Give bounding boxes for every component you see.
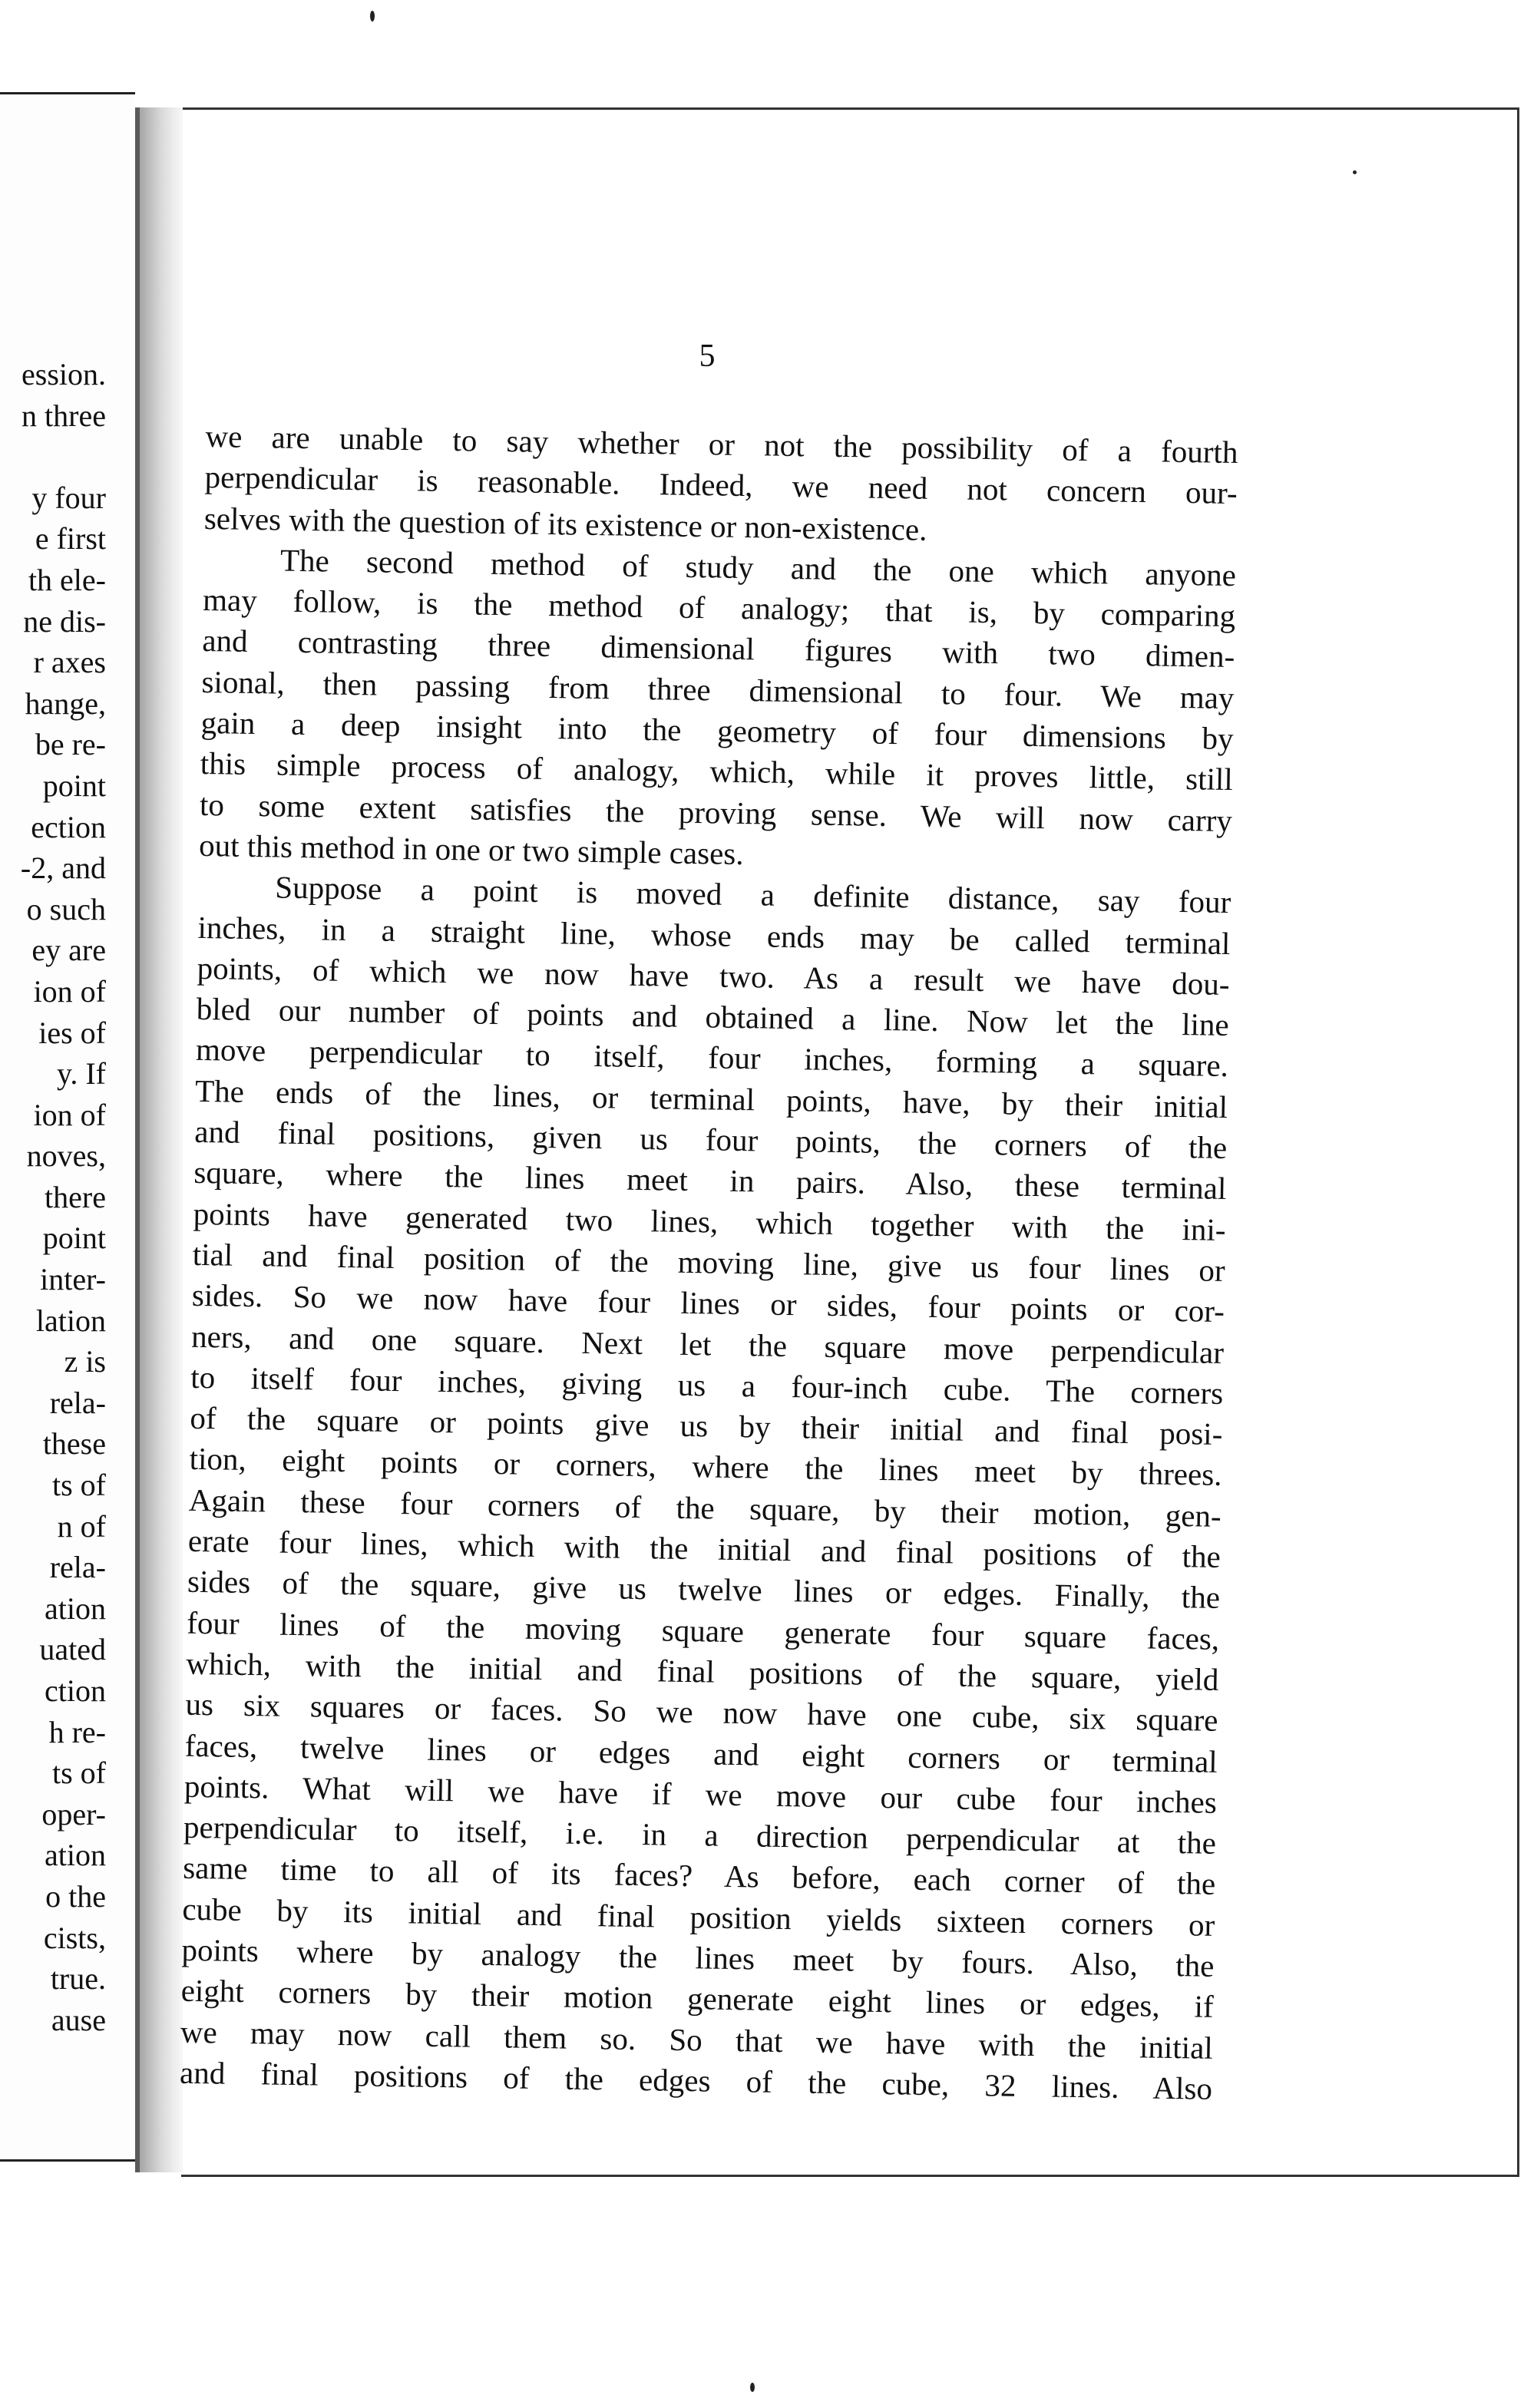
left-page-line: o such: [26, 891, 106, 927]
left-page-text: [21, 354, 106, 2040]
left-page-line: true.: [50, 1961, 106, 1997]
text-line: to itself four inches, giving us a four-inch cube. The corners: [190, 1359, 1224, 1411]
text-line: and final positions of the edges of the cube, 32 lines. Also: [179, 2054, 1213, 2106]
left-page-line: rela-: [49, 1550, 106, 1585]
left-page-line: ection: [31, 809, 106, 844]
text-line: ners, and one square. Next let the square move perpendicular: [190, 1318, 1225, 1370]
text-line: move perpendicular to itself, four inches, forming a square.: [195, 1032, 1229, 1084]
left-page-line: ts of: [52, 1756, 106, 1791]
text-line: same time to all of its faces? As before, each corner of the: [182, 1850, 1216, 1902]
left-page-line: lation: [35, 1303, 106, 1338]
text-line: points. What will we have if we move our cube four inches: [183, 1768, 1218, 1820]
text-line: we may now call them so. So that we have with the initial: [180, 2013, 1214, 2066]
text-line: eight corners by their motion generate eight lines or edges, if: [180, 1973, 1214, 2025]
left-page-line: uated: [39, 1632, 106, 1667]
left-page-line: cists,: [43, 1920, 106, 1955]
left-page-line: inter-: [40, 1262, 106, 1297]
left-page-line: ion of: [33, 973, 106, 1009]
text-line: selves with the question of its existence or non-existence.: [203, 500, 927, 547]
left-page-line: point: [42, 1221, 106, 1256]
left-page-line: z is: [64, 1344, 106, 1379]
left-page-line: n of: [57, 1508, 106, 1544]
text-line: faces, twelve lines or edges and eight corners or terminal: [184, 1727, 1218, 1779]
text-line: tial and final position of the moving line, give us four lines or: [192, 1236, 1226, 1288]
text-line: out this method in one or two simple cases.: [198, 827, 744, 872]
text-line: points, of which we now have two. As a result we have dou-: [197, 950, 1230, 1002]
book-gutter-edge: [135, 107, 140, 2172]
left-page-line: n three: [21, 398, 106, 433]
page-number: 5: [699, 339, 716, 374]
left-page-line: ction: [45, 1673, 106, 1708]
page-body-text: [180, 416, 1238, 2109]
text-line: and contrasting three dimensional figures with two dimen-: [202, 623, 1235, 675]
left-page-line: -2, and: [20, 851, 106, 886]
text-line: to some extent satisfies the proving sense. We will now carry: [199, 786, 1233, 838]
left-page-line: noves,: [26, 1138, 106, 1174]
text-line: points have generated two lines, which together with the ini-: [193, 1195, 1226, 1247]
left-page-line: ey are: [31, 933, 106, 968]
text-line: The second method of study and the one which anyone: [279, 542, 1237, 593]
text-line: square, where the lines meet in pairs. Also, these terminal: [193, 1154, 1227, 1207]
text-line: points where by analogy the lines meet by fours. Also, the: [181, 1931, 1215, 1984]
left-page-line: be re-: [35, 727, 106, 762]
left-page-line: ation: [45, 1838, 106, 1873]
left-page-line: o the: [45, 1878, 106, 1914]
text-line: four lines of the moving square generate four square faces,: [186, 1604, 1220, 1657]
left-page-line: these: [42, 1426, 106, 1462]
text-line: Again these four corners of the square, by their motion, gen-: [188, 1481, 1222, 1534]
text-line: perpendicular to itself, i.e. in a direction perpendicular at the: [183, 1808, 1217, 1861]
left-page-line: oper-: [41, 1796, 106, 1832]
text-line: perpendicular is reasonable. Indeed, we need not concern our-: [204, 459, 1238, 511]
text-line: of the square or points give us by their initial and final posi-: [190, 1399, 1223, 1452]
text-line: bled our number of points and obtained a line. Now let the line: [196, 991, 1230, 1043]
text-line: this simple process of analogy, which, while it proves little, still: [200, 745, 1234, 798]
left-page-line: point: [42, 768, 106, 803]
left-page-line: y. If: [56, 1056, 106, 1092]
left-page-line: ies of: [38, 1015, 106, 1050]
left-page-line: rela-: [49, 1385, 106, 1420]
left-page-line: h re-: [48, 1714, 106, 1749]
text-line: The ends of the lines, or terminal points, have, by their initial: [194, 1072, 1228, 1125]
text-line: gain a deep insight into the geometry of four dimensions by: [200, 705, 1234, 757]
text-line: tion, eight points or corners, where the lines meet by threes.: [189, 1441, 1222, 1493]
left-page-line: th ele-: [28, 562, 106, 597]
scan-speck: [750, 2383, 755, 2392]
text-line: and final positions, given us four points, the corners of the: [193, 1113, 1228, 1166]
text-line: we are unable to say whether or not the possibility of a fourth: [205, 418, 1238, 471]
left-page-line: hange,: [25, 685, 106, 721]
left-page-line: ion of: [33, 1097, 106, 1132]
left-page-line: ause: [51, 2002, 106, 2037]
text-line: which, with the initial and final positions of the square, yield: [186, 1645, 1219, 1697]
left-page-line: y four: [31, 480, 106, 515]
left-page-line: r axes: [33, 645, 106, 680]
text-line: erate four lines, which with the initial and final positions of the: [187, 1522, 1222, 1574]
left-page-line: ts of: [52, 1468, 106, 1503]
text-line: sides of the square, give us twelve lines or edges. Finally, the: [187, 1564, 1221, 1616]
left-page-line: there: [45, 1179, 106, 1214]
left-facing-page: [0, 92, 135, 2162]
left-page-line: e first: [35, 521, 106, 557]
scan-speck: [1353, 170, 1357, 174]
text-line: inches, in a straight line, whose ends may be called terminal: [197, 909, 1231, 961]
left-page-line: ession.: [21, 357, 106, 391]
text-line: Suppose a point is moved a definite distance, say four: [275, 869, 1231, 920]
left-page-line: ne dis-: [23, 603, 106, 639]
text-line: sides. So we now have four lines or sides, four points or cor-: [191, 1277, 1225, 1330]
text-line: sional, then passing from three dimensional to four. We may: [201, 663, 1235, 715]
text-line: cube by its initial and final position yields sixteen corners or: [182, 1891, 1215, 1943]
left-page-line: [21, 436, 106, 477]
text-line: us six squares or faces. So we now have one cube, six square: [185, 1686, 1218, 1739]
scan-speck: [370, 11, 375, 21]
text-line: may follow, is the method of analogy; that is, by comparing: [202, 582, 1236, 634]
left-page-line: ation: [45, 1590, 106, 1626]
book-gutter-shadow: [135, 107, 183, 2172]
